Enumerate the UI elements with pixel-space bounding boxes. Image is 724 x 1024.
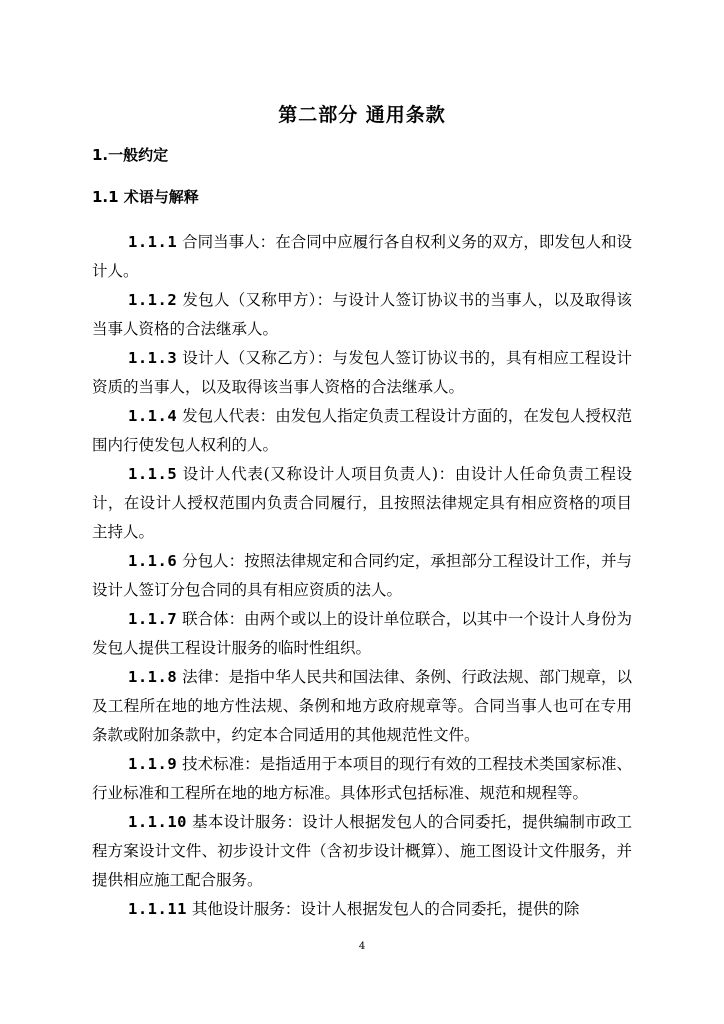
clause-paragraph [92, 402, 632, 460]
clause-number: 1.1.10 [128, 813, 187, 831]
clause-text: 联合体：由两个或以上的设计单位联合，以其中一个设计人身份为发包人提供工程设计服务的临时性组织。 [92, 610, 632, 657]
clause-list [92, 228, 632, 924]
clause-paragraph [92, 605, 632, 663]
clause-paragraph [92, 663, 632, 750]
clause-number: 1.1.6 [128, 552, 178, 570]
clause-number: 1.1.1 [128, 233, 178, 251]
clause-paragraph [92, 228, 632, 286]
clause-text: 发包人代表：由发包人指定负责工程设计方面的，在发包人授权范围内行使发包人权利的人。 [92, 407, 632, 454]
clause-text: 合同当事人：在合同中应履行各自权利义务的双方，即发包人和设计人。 [92, 233, 632, 280]
clause-number: 1.1.2 [128, 291, 178, 309]
clause-paragraph [92, 750, 632, 808]
clause-number: 1.1.4 [128, 407, 178, 425]
clause-number: 1.1.5 [128, 465, 178, 483]
clause-paragraph [92, 286, 632, 344]
clause-text: 分包人：按照法律规定和合同约定，承担部分工程设计工作，并与设计人签订分包合同的具有相应资质的法人。 [92, 552, 632, 599]
clause-text: 设计人（又称乙方）：与发包人签订协议书的，具有相应工程设计资质的当事人，以及取得该当事人资格的合法继承人。 [92, 349, 632, 396]
clause-paragraph [92, 895, 632, 924]
clause-text: 发包人（又称甲方）：与设计人签订协议书的当事人，以及取得该当事人资格的合法继承人。 [92, 291, 632, 338]
clause-text: 其他设计服务：设计人根据发包人的合同委托，提供的除 [187, 900, 580, 918]
clause-number: 1.1.8 [128, 668, 178, 686]
clause-paragraph [92, 808, 632, 895]
page-number: 4 [358, 941, 366, 952]
clause-paragraph [92, 460, 632, 547]
clause-text: 基本设计服务：设计人根据发包人的合同委托，提供编制市政工程方案设计文件、初步设计文件（含初步设计概算）、施工图设计文件服务，并提供相应施工配合服务。 [92, 813, 632, 889]
clause-paragraph [92, 547, 632, 605]
clause-number: 1.1.11 [128, 900, 187, 918]
clause-number: 1.1.9 [128, 755, 178, 773]
clause-number: 1.1.3 [128, 349, 178, 367]
section-heading: 1.一般约定 [92, 146, 169, 164]
clause-text: 技术标准：是指适用于本项目的现行有效的工程技术类国家标准、行业标准和工程所在地的地方标准。具体形式包括标准、规范和规程等。 [92, 755, 632, 802]
clause-text: 法律：是指中华人民共和国法律、条例、行政法规、部门规章，以及工程所在地的地方性法规、条例和地方政府规章等。合同当事人也可在专用条款或附加条款中，约定本合同适用的其他规范性文件。 [92, 668, 632, 744]
clause-paragraph [92, 344, 632, 402]
subsection-heading: 1.1 术语与解释 [92, 188, 199, 206]
clause-number: 1.1.7 [128, 610, 178, 628]
document-title: 第二部分 通用条款 [278, 104, 446, 126]
clause-text: 设计人代表(又称设计人项目负责人)：由设计人任命负责工程设计，在设计人授权范围内负责合同履行，且按照法律规定具有相应资格的项目主持人。 [92, 465, 632, 541]
